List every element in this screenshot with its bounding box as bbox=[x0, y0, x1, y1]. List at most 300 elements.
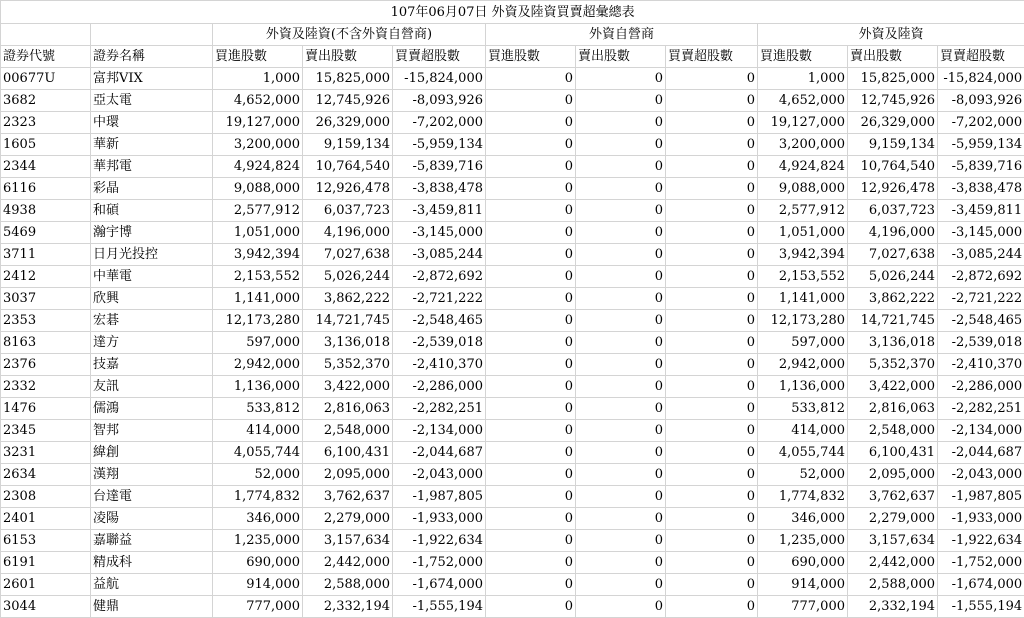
cell-stock-name[interactable]: 富邦VIX bbox=[91, 68, 213, 90]
cell-stock-name[interactable]: 宏碁 bbox=[91, 310, 213, 332]
cell-number[interactable]: 2,332,194 bbox=[303, 596, 393, 618]
cell-number[interactable]: -2,134,000 bbox=[938, 420, 1024, 442]
cell-number[interactable]: 1,136,000 bbox=[213, 376, 303, 398]
cell-stock-name[interactable]: 益航 bbox=[91, 574, 213, 596]
cell-number[interactable]: 0 bbox=[666, 68, 758, 90]
cell-number[interactable]: 12,745,926 bbox=[848, 90, 938, 112]
cell-number[interactable]: 3,136,018 bbox=[848, 332, 938, 354]
cell-number[interactable]: 14,721,745 bbox=[848, 310, 938, 332]
cell-number[interactable]: 0 bbox=[666, 200, 758, 222]
cell-number[interactable]: 2,153,552 bbox=[758, 266, 848, 288]
cell-number[interactable]: -1,922,634 bbox=[393, 530, 486, 552]
cell-number[interactable]: -2,282,251 bbox=[393, 398, 486, 420]
cell-number[interactable]: 3,762,637 bbox=[303, 486, 393, 508]
cell-number[interactable]: 0 bbox=[486, 398, 576, 420]
cell-number[interactable]: -3,838,478 bbox=[393, 178, 486, 200]
cell-number[interactable]: -3,459,811 bbox=[393, 200, 486, 222]
cell-number[interactable]: -3,085,244 bbox=[393, 244, 486, 266]
cell-number[interactable]: 7,027,638 bbox=[848, 244, 938, 266]
column-header[interactable]: 買進股數 bbox=[213, 46, 303, 68]
cell-number[interactable]: 9,159,134 bbox=[303, 134, 393, 156]
cell-number[interactable]: 15,825,000 bbox=[303, 68, 393, 90]
cell-number[interactable]: -1,674,000 bbox=[938, 574, 1024, 596]
cell-number[interactable]: 0 bbox=[486, 332, 576, 354]
cell-number[interactable]: -3,459,811 bbox=[938, 200, 1024, 222]
cell-number[interactable]: 12,173,280 bbox=[758, 310, 848, 332]
cell-number[interactable]: -2,286,000 bbox=[938, 376, 1024, 398]
cell-number[interactable]: 19,127,000 bbox=[758, 112, 848, 134]
group-header-foreign-excl-dealer[interactable]: 外資及陸資(不含外資自營商) bbox=[213, 24, 486, 46]
cell-number[interactable]: 0 bbox=[576, 442, 666, 464]
cell-number[interactable]: 0 bbox=[486, 90, 576, 112]
cell-number[interactable]: 0 bbox=[486, 420, 576, 442]
cell-stock-name[interactable]: 嘉聯益 bbox=[91, 530, 213, 552]
group-header-foreign-total[interactable]: 外資及陸資 bbox=[758, 24, 1024, 46]
cell-number[interactable]: 0 bbox=[576, 574, 666, 596]
cell-stock-name[interactable]: 凌陽 bbox=[91, 508, 213, 530]
cell-number[interactable]: 10,764,540 bbox=[303, 156, 393, 178]
cell-number[interactable]: -1,752,000 bbox=[938, 552, 1024, 574]
report-title[interactable]: 107年06月07日 外資及陸資買賣超彙總表 bbox=[1, 1, 1024, 24]
cell-number[interactable]: 12,745,926 bbox=[303, 90, 393, 112]
cell-number[interactable]: 2,942,000 bbox=[758, 354, 848, 376]
cell-number[interactable]: 1,774,832 bbox=[758, 486, 848, 508]
cell-number[interactable]: 0 bbox=[576, 530, 666, 552]
cell-number[interactable]: 15,825,000 bbox=[848, 68, 938, 90]
cell-number[interactable]: 10,764,540 bbox=[848, 156, 938, 178]
cell-number[interactable]: 0 bbox=[486, 310, 576, 332]
cell-number[interactable]: 2,548,000 bbox=[848, 420, 938, 442]
cell-number[interactable]: 3,942,394 bbox=[758, 244, 848, 266]
column-header[interactable]: 買進股數 bbox=[486, 46, 576, 68]
cell-number[interactable]: -2,286,000 bbox=[393, 376, 486, 398]
cell-number[interactable]: 597,000 bbox=[758, 332, 848, 354]
cell-number[interactable]: 1,774,832 bbox=[213, 486, 303, 508]
cell-number[interactable]: -1,922,634 bbox=[938, 530, 1024, 552]
cell-number[interactable]: 0 bbox=[486, 574, 576, 596]
cell-number[interactable]: 0 bbox=[666, 398, 758, 420]
cell-number[interactable]: 0 bbox=[666, 134, 758, 156]
cell-number[interactable]: -3,838,478 bbox=[938, 178, 1024, 200]
cell-number[interactable]: 0 bbox=[486, 464, 576, 486]
cell-number[interactable]: 0 bbox=[576, 376, 666, 398]
cell-number[interactable]: -1,555,194 bbox=[938, 596, 1024, 618]
cell-stock-name[interactable]: 和碩 bbox=[91, 200, 213, 222]
cell-number[interactable]: 0 bbox=[486, 552, 576, 574]
cell-number[interactable]: 0 bbox=[666, 530, 758, 552]
cell-number[interactable]: 690,000 bbox=[758, 552, 848, 574]
cell-number[interactable]: 0 bbox=[666, 222, 758, 244]
cell-number[interactable]: -2,872,692 bbox=[393, 266, 486, 288]
cell-number[interactable]: -2,872,692 bbox=[938, 266, 1024, 288]
cell-number[interactable]: 4,196,000 bbox=[848, 222, 938, 244]
column-header[interactable]: 賣出股數 bbox=[848, 46, 938, 68]
cell-number[interactable]: 3,942,394 bbox=[213, 244, 303, 266]
cell-number[interactable]: 0 bbox=[666, 420, 758, 442]
cell-number[interactable]: 597,000 bbox=[213, 332, 303, 354]
cell-stock-name[interactable]: 彩晶 bbox=[91, 178, 213, 200]
cell-number[interactable]: 0 bbox=[576, 354, 666, 376]
cell-number[interactable]: -1,752,000 bbox=[393, 552, 486, 574]
cell-number[interactable]: 0 bbox=[666, 508, 758, 530]
cell-number[interactable]: 9,088,000 bbox=[213, 178, 303, 200]
cell-stock-code[interactable]: 5469 bbox=[1, 222, 91, 244]
cell-stock-name[interactable]: 台達電 bbox=[91, 486, 213, 508]
cell-number[interactable]: 0 bbox=[666, 376, 758, 398]
cell-number[interactable]: 1,000 bbox=[758, 68, 848, 90]
cell-number[interactable]: 9,088,000 bbox=[758, 178, 848, 200]
cell-number[interactable]: 2,279,000 bbox=[848, 508, 938, 530]
cell-number[interactable]: 0 bbox=[486, 222, 576, 244]
column-header[interactable]: 買賣超股數 bbox=[666, 46, 758, 68]
cell-number[interactable]: -2,721,222 bbox=[393, 288, 486, 310]
cell-number[interactable]: 3,157,634 bbox=[848, 530, 938, 552]
cell-stock-name[interactable]: 日月光投控 bbox=[91, 244, 213, 266]
cell-number[interactable]: 2,816,063 bbox=[848, 398, 938, 420]
column-header[interactable]: 買賣超股數 bbox=[393, 46, 486, 68]
cell-number[interactable]: 3,762,637 bbox=[848, 486, 938, 508]
cell-number[interactable]: -3,145,000 bbox=[938, 222, 1024, 244]
cell-number[interactable]: 4,196,000 bbox=[303, 222, 393, 244]
cell-number[interactable]: 12,173,280 bbox=[213, 310, 303, 332]
cell-number[interactable]: -5,839,716 bbox=[938, 156, 1024, 178]
cell-empty[interactable] bbox=[91, 24, 213, 46]
cell-number[interactable]: 914,000 bbox=[213, 574, 303, 596]
cell-number[interactable]: 0 bbox=[666, 244, 758, 266]
cell-number[interactable]: 690,000 bbox=[213, 552, 303, 574]
cell-stock-code[interactable]: 2634 bbox=[1, 464, 91, 486]
cell-stock-code[interactable]: 2345 bbox=[1, 420, 91, 442]
cell-number[interactable]: 2,442,000 bbox=[848, 552, 938, 574]
cell-stock-code[interactable]: 2601 bbox=[1, 574, 91, 596]
cell-number[interactable]: 1,051,000 bbox=[213, 222, 303, 244]
cell-number[interactable]: 6,037,723 bbox=[848, 200, 938, 222]
cell-stock-name[interactable]: 智邦 bbox=[91, 420, 213, 442]
cell-stock-code[interactable]: 3044 bbox=[1, 596, 91, 618]
column-header[interactable]: 證券代號 bbox=[1, 46, 91, 68]
cell-number[interactable]: 0 bbox=[486, 596, 576, 618]
cell-number[interactable]: -1,555,194 bbox=[393, 596, 486, 618]
cell-number[interactable]: -5,839,716 bbox=[393, 156, 486, 178]
cell-number[interactable]: -2,410,370 bbox=[393, 354, 486, 376]
cell-number[interactable]: 5,352,370 bbox=[848, 354, 938, 376]
cell-stock-code[interactable]: 4938 bbox=[1, 200, 91, 222]
cell-number[interactable]: 0 bbox=[666, 332, 758, 354]
cell-number[interactable]: 3,136,018 bbox=[303, 332, 393, 354]
cell-number[interactable]: 0 bbox=[576, 420, 666, 442]
cell-number[interactable]: -2,410,370 bbox=[938, 354, 1024, 376]
cell-number[interactable]: 0 bbox=[486, 486, 576, 508]
cell-number[interactable]: 3,862,222 bbox=[303, 288, 393, 310]
cell-number[interactable]: 2,588,000 bbox=[848, 574, 938, 596]
cell-stock-code[interactable]: 2308 bbox=[1, 486, 91, 508]
cell-number[interactable]: 0 bbox=[576, 552, 666, 574]
cell-stock-name[interactable]: 亞太電 bbox=[91, 90, 213, 112]
cell-number[interactable]: 19,127,000 bbox=[213, 112, 303, 134]
table-row bbox=[1, 266, 1024, 288]
table-row bbox=[1, 200, 1024, 222]
cell-number[interactable]: 0 bbox=[486, 68, 576, 90]
cell-number[interactable]: 52,000 bbox=[213, 464, 303, 486]
cell-number[interactable]: 0 bbox=[666, 266, 758, 288]
cell-number[interactable]: 0 bbox=[576, 398, 666, 420]
cell-number[interactable]: 0 bbox=[666, 464, 758, 486]
cell-number[interactable]: 0 bbox=[486, 442, 576, 464]
cell-number[interactable]: 4,924,824 bbox=[758, 156, 848, 178]
cell-number[interactable]: -1,987,805 bbox=[938, 486, 1024, 508]
cell-stock-name[interactable]: 健鼎 bbox=[91, 596, 213, 618]
column-header[interactable]: 賣出股數 bbox=[303, 46, 393, 68]
cell-stock-code[interactable]: 3711 bbox=[1, 244, 91, 266]
cell-number[interactable]: 12,926,478 bbox=[848, 178, 938, 200]
cell-number[interactable]: 5,026,244 bbox=[848, 266, 938, 288]
cell-number[interactable]: 1,141,000 bbox=[213, 288, 303, 310]
cell-stock-code[interactable]: 6116 bbox=[1, 178, 91, 200]
cell-number[interactable]: 3,862,222 bbox=[848, 288, 938, 310]
cell-number[interactable]: 0 bbox=[666, 596, 758, 618]
cell-number[interactable]: 2,942,000 bbox=[213, 354, 303, 376]
cell-number[interactable]: 6,100,431 bbox=[303, 442, 393, 464]
cell-number[interactable]: 6,037,723 bbox=[303, 200, 393, 222]
cell-number[interactable]: -5,959,134 bbox=[938, 134, 1024, 156]
cell-number[interactable]: -2,721,222 bbox=[938, 288, 1024, 310]
cell-number[interactable]: 2,095,000 bbox=[303, 464, 393, 486]
cell-number[interactable]: 0 bbox=[666, 354, 758, 376]
cell-number[interactable]: 0 bbox=[666, 90, 758, 112]
cell-number[interactable]: 5,026,244 bbox=[303, 266, 393, 288]
cell-number[interactable]: 0 bbox=[576, 90, 666, 112]
cell-number[interactable]: 0 bbox=[576, 200, 666, 222]
cell-number[interactable]: 777,000 bbox=[213, 596, 303, 618]
cell-stock-name[interactable]: 儒鴻 bbox=[91, 398, 213, 420]
cell-stock-code[interactable]: 3682 bbox=[1, 90, 91, 112]
cell-number[interactable]: 3,422,000 bbox=[848, 376, 938, 398]
cell-number[interactable]: 1,235,000 bbox=[213, 530, 303, 552]
cell-number[interactable]: 1,136,000 bbox=[758, 376, 848, 398]
table-row bbox=[1, 508, 1024, 530]
cell-number[interactable]: 0 bbox=[576, 486, 666, 508]
cell-number[interactable]: 26,329,000 bbox=[848, 112, 938, 134]
cell-number[interactable]: 0 bbox=[576, 178, 666, 200]
cell-number[interactable]: 4,652,000 bbox=[758, 90, 848, 112]
cell-number[interactable]: 0 bbox=[576, 222, 666, 244]
table-row bbox=[1, 464, 1024, 486]
cell-number[interactable]: -2,044,687 bbox=[938, 442, 1024, 464]
cell-number[interactable]: -8,093,926 bbox=[393, 90, 486, 112]
cell-number[interactable]: 4,652,000 bbox=[213, 90, 303, 112]
cell-number[interactable]: 0 bbox=[666, 574, 758, 596]
cell-number[interactable]: 0 bbox=[576, 112, 666, 134]
table-row bbox=[1, 134, 1024, 156]
cell-number[interactable]: 1,051,000 bbox=[758, 222, 848, 244]
cell-number[interactable]: 533,812 bbox=[213, 398, 303, 420]
cell-number[interactable]: 2,153,552 bbox=[213, 266, 303, 288]
cell-number[interactable]: 5,352,370 bbox=[303, 354, 393, 376]
cell-number[interactable]: 0 bbox=[576, 156, 666, 178]
cell-number[interactable]: 0 bbox=[486, 112, 576, 134]
cell-number[interactable]: 0 bbox=[666, 442, 758, 464]
cell-stock-code[interactable]: 6191 bbox=[1, 552, 91, 574]
cell-number[interactable]: -7,202,000 bbox=[938, 112, 1024, 134]
cell-stock-name[interactable]: 瀚宇博 bbox=[91, 222, 213, 244]
cell-number[interactable]: -3,085,244 bbox=[938, 244, 1024, 266]
cell-number[interactable]: 0 bbox=[666, 156, 758, 178]
cell-number[interactable]: 914,000 bbox=[758, 574, 848, 596]
column-header[interactable]: 賣出股數 bbox=[576, 46, 666, 68]
cell-number[interactable]: 2,816,063 bbox=[303, 398, 393, 420]
cell-stock-code[interactable]: 2323 bbox=[1, 112, 91, 134]
cell-stock-code[interactable]: 2412 bbox=[1, 266, 91, 288]
group-header-foreign-dealer[interactable]: 外資自營商 bbox=[486, 24, 758, 46]
cell-number[interactable]: 52,000 bbox=[758, 464, 848, 486]
cell-number[interactable]: -5,959,134 bbox=[393, 134, 486, 156]
cell-number[interactable]: -2,548,465 bbox=[393, 310, 486, 332]
cell-number[interactable]: 0 bbox=[576, 508, 666, 530]
cell-number[interactable]: 0 bbox=[666, 112, 758, 134]
cell-number[interactable]: 0 bbox=[576, 464, 666, 486]
cell-number[interactable]: 346,000 bbox=[758, 508, 848, 530]
cell-number[interactable]: 0 bbox=[486, 266, 576, 288]
cell-number[interactable]: 2,588,000 bbox=[303, 574, 393, 596]
cell-number[interactable]: 0 bbox=[576, 596, 666, 618]
table-row bbox=[1, 90, 1024, 112]
cell-stock-code[interactable]: 6153 bbox=[1, 530, 91, 552]
cell-number[interactable]: 0 bbox=[486, 244, 576, 266]
cell-stock-code[interactable]: 00677U bbox=[1, 68, 91, 90]
cell-stock-name[interactable]: 中華電 bbox=[91, 266, 213, 288]
cell-number[interactable]: -2,539,018 bbox=[393, 332, 486, 354]
cell-number[interactable]: 0 bbox=[666, 178, 758, 200]
cell-number[interactable]: -8,093,926 bbox=[938, 90, 1024, 112]
column-header[interactable]: 買進股數 bbox=[758, 46, 848, 68]
cell-number[interactable]: 0 bbox=[486, 376, 576, 398]
cell-number[interactable]: -3,145,000 bbox=[393, 222, 486, 244]
cell-number[interactable]: 0 bbox=[486, 508, 576, 530]
cell-number[interactable]: 2,577,912 bbox=[758, 200, 848, 222]
column-header[interactable]: 買賣超股數 bbox=[938, 46, 1024, 68]
cell-number[interactable]: 0 bbox=[576, 266, 666, 288]
cell-number[interactable]: 0 bbox=[666, 552, 758, 574]
cell-stock-name[interactable]: 華邦電 bbox=[91, 156, 213, 178]
cell-number[interactable]: 1,141,000 bbox=[758, 288, 848, 310]
cell-number[interactable]: 0 bbox=[666, 310, 758, 332]
cell-number[interactable]: 14,721,745 bbox=[303, 310, 393, 332]
cell-number[interactable]: -2,548,465 bbox=[938, 310, 1024, 332]
cell-stock-code[interactable]: 2344 bbox=[1, 156, 91, 178]
cell-number[interactable]: 2,577,912 bbox=[213, 200, 303, 222]
column-header[interactable]: 證券名稱 bbox=[91, 46, 213, 68]
cell-number[interactable]: 1,235,000 bbox=[758, 530, 848, 552]
cell-number[interactable]: 2,332,194 bbox=[848, 596, 938, 618]
cell-number[interactable]: -2,134,000 bbox=[393, 420, 486, 442]
cell-number[interactable]: 0 bbox=[576, 244, 666, 266]
cell-number[interactable]: 6,100,431 bbox=[848, 442, 938, 464]
cell-number[interactable]: -1,674,000 bbox=[393, 574, 486, 596]
cell-number[interactable]: -1,987,805 bbox=[393, 486, 486, 508]
cell-stock-code[interactable]: 2353 bbox=[1, 310, 91, 332]
cell-number[interactable]: 0 bbox=[486, 178, 576, 200]
cell-number[interactable]: 4,055,744 bbox=[758, 442, 848, 464]
cell-number[interactable]: 3,157,634 bbox=[303, 530, 393, 552]
cell-number[interactable]: -2,043,000 bbox=[393, 464, 486, 486]
title-row bbox=[1, 1, 1024, 24]
cell-number[interactable]: 7,027,638 bbox=[303, 244, 393, 266]
cell-stock-name[interactable]: 中環 bbox=[91, 112, 213, 134]
cell-number[interactable]: 0 bbox=[576, 68, 666, 90]
cell-number[interactable]: -2,044,687 bbox=[393, 442, 486, 464]
cell-stock-code[interactable]: 3037 bbox=[1, 288, 91, 310]
cell-number[interactable]: 0 bbox=[486, 530, 576, 552]
cell-number[interactable]: 2,279,000 bbox=[303, 508, 393, 530]
cell-number[interactable]: -2,282,251 bbox=[938, 398, 1024, 420]
cell-number[interactable]: 4,055,744 bbox=[213, 442, 303, 464]
cell-number[interactable]: 0 bbox=[576, 310, 666, 332]
cell-number[interactable]: -15,824,000 bbox=[393, 68, 486, 90]
cell-number[interactable]: 2,095,000 bbox=[848, 464, 938, 486]
cell-number[interactable]: -1,933,000 bbox=[393, 508, 486, 530]
cell-stock-code[interactable]: 3231 bbox=[1, 442, 91, 464]
cell-number[interactable]: 0 bbox=[486, 134, 576, 156]
cell-number[interactable]: 2,548,000 bbox=[303, 420, 393, 442]
cell-number[interactable]: 0 bbox=[486, 354, 576, 376]
cell-stock-code[interactable]: 2376 bbox=[1, 354, 91, 376]
cell-number[interactable]: 0 bbox=[666, 486, 758, 508]
cell-number[interactable]: 0 bbox=[666, 288, 758, 310]
cell-number[interactable]: 777,000 bbox=[758, 596, 848, 618]
cell-stock-name[interactable]: 欣興 bbox=[91, 288, 213, 310]
cell-stock-name[interactable]: 精成科 bbox=[91, 552, 213, 574]
cell-number[interactable]: 9,159,134 bbox=[848, 134, 938, 156]
cell-stock-name[interactable]: 友訊 bbox=[91, 376, 213, 398]
cell-number[interactable]: 0 bbox=[576, 134, 666, 156]
cell-number[interactable]: 0 bbox=[486, 288, 576, 310]
cell-empty[interactable] bbox=[1, 24, 91, 46]
cell-stock-code[interactable]: 2401 bbox=[1, 508, 91, 530]
cell-number[interactable]: 1,000 bbox=[213, 68, 303, 90]
cell-number[interactable]: -2,539,018 bbox=[938, 332, 1024, 354]
cell-number[interactable]: 2,442,000 bbox=[303, 552, 393, 574]
cell-stock-code[interactable]: 1476 bbox=[1, 398, 91, 420]
cell-stock-name[interactable]: 緯創 bbox=[91, 442, 213, 464]
cell-number[interactable]: 0 bbox=[486, 200, 576, 222]
cell-number[interactable]: -1,933,000 bbox=[938, 508, 1024, 530]
cell-stock-name[interactable]: 漢翔 bbox=[91, 464, 213, 486]
cell-number[interactable]: -2,043,000 bbox=[938, 464, 1024, 486]
cell-stock-code[interactable]: 1605 bbox=[1, 134, 91, 156]
cell-stock-code[interactable]: 8163 bbox=[1, 332, 91, 354]
cell-stock-name[interactable]: 達方 bbox=[91, 332, 213, 354]
cell-stock-name[interactable]: 華新 bbox=[91, 134, 213, 156]
cell-number[interactable]: 4,924,824 bbox=[213, 156, 303, 178]
cell-number[interactable]: 0 bbox=[486, 156, 576, 178]
cell-number[interactable]: 0 bbox=[576, 288, 666, 310]
cell-number[interactable]: 26,329,000 bbox=[303, 112, 393, 134]
cell-number[interactable]: 12,926,478 bbox=[303, 178, 393, 200]
cell-number[interactable]: 3,200,000 bbox=[213, 134, 303, 156]
cell-number[interactable]: 3,200,000 bbox=[758, 134, 848, 156]
cell-number[interactable]: 0 bbox=[576, 332, 666, 354]
cell-stock-code[interactable]: 2332 bbox=[1, 376, 91, 398]
group-header-row bbox=[1, 24, 1024, 46]
cell-number[interactable]: -15,824,000 bbox=[938, 68, 1024, 90]
cell-number[interactable]: 414,000 bbox=[213, 420, 303, 442]
cell-number[interactable]: 346,000 bbox=[213, 508, 303, 530]
cell-stock-name[interactable]: 技嘉 bbox=[91, 354, 213, 376]
cell-number[interactable]: -7,202,000 bbox=[393, 112, 486, 134]
cell-number[interactable]: 533,812 bbox=[758, 398, 848, 420]
cell-number[interactable]: 414,000 bbox=[758, 420, 848, 442]
cell-number[interactable]: 3,422,000 bbox=[303, 376, 393, 398]
